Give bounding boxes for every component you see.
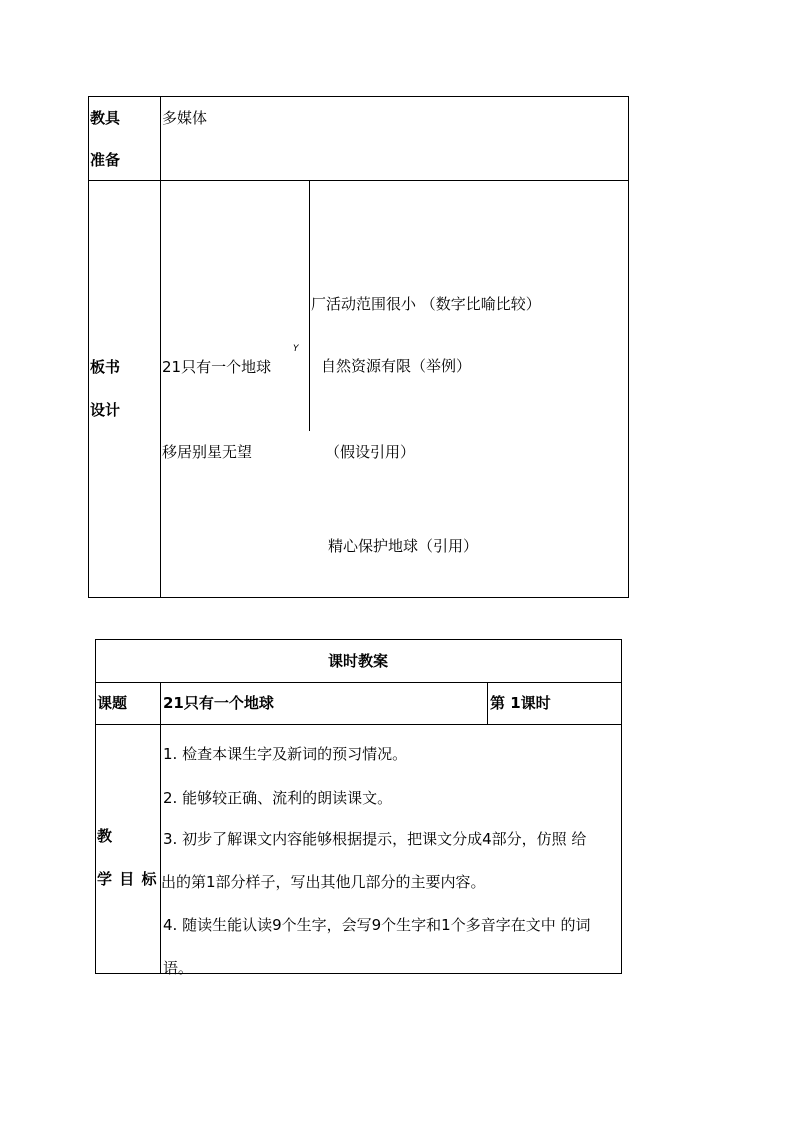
table2-border-under-topic	[95, 724, 622, 725]
table1-border-divider	[160, 96, 161, 598]
topic-value: 21只有一个地球	[163, 694, 274, 712]
board-branch-1: 厂活动范围很小 （数字比喻比较）	[311, 295, 541, 313]
table1-border-mid	[88, 180, 629, 181]
topic-label: 课题	[97, 694, 128, 712]
goals-label-line1: 教	[97, 827, 113, 845]
board-label-line1: 板书	[90, 358, 121, 376]
goal-line-3: 3. 初步了解课文内容能够根据提示，把课文分成4部分，仿照 给	[163, 830, 587, 848]
tools-content: 多媒体	[162, 109, 208, 127]
goal-line-6: 语。	[163, 959, 194, 977]
board-label-line2: 设计	[90, 401, 121, 419]
board-branch-2: 自然资源有限（举例）	[321, 357, 472, 375]
board-brace-line	[309, 181, 310, 431]
table2-border-right	[621, 639, 622, 974]
goals-label-line2: 学 目 标	[97, 870, 158, 888]
board-left-2: 移居别星无望	[162, 443, 253, 461]
goal-line-4: 出的第1部分样子，写出其他几部分的主要内容。	[161, 873, 486, 891]
board-branch-4: 精心保护地球（引用）	[328, 537, 479, 555]
table2-border-under-header	[95, 682, 622, 683]
goal-line-2: 2. 能够较正确、流利的朗读课文。	[163, 789, 393, 807]
table1-border-top	[88, 96, 629, 97]
board-mark: Y	[293, 344, 299, 354]
table2-border-left	[95, 639, 96, 974]
goal-line-5: 4. 随读生能认读9个生字，会写9个生字和1个多音字在文中 的词	[163, 916, 591, 934]
table1-border-left	[88, 96, 89, 598]
table2-border-lesson-divider	[487, 682, 488, 725]
table1-border-bottom	[88, 597, 629, 598]
table2-border-label-divider	[160, 682, 161, 974]
table1-border-right	[628, 96, 629, 598]
table2-border-top	[95, 639, 622, 640]
lesson-number: 第 1课时	[490, 694, 551, 712]
board-branch-3: （假设引用）	[325, 443, 416, 461]
tools-label-line1: 教具	[90, 109, 121, 127]
lesson-plan-header: 课时教案	[328, 652, 389, 670]
goal-line-1: 1. 检查本课生字及新词的预习情况。	[163, 745, 408, 763]
board-title: 21只有一个地球	[162, 358, 272, 376]
tools-label-line2: 准备	[90, 151, 121, 169]
